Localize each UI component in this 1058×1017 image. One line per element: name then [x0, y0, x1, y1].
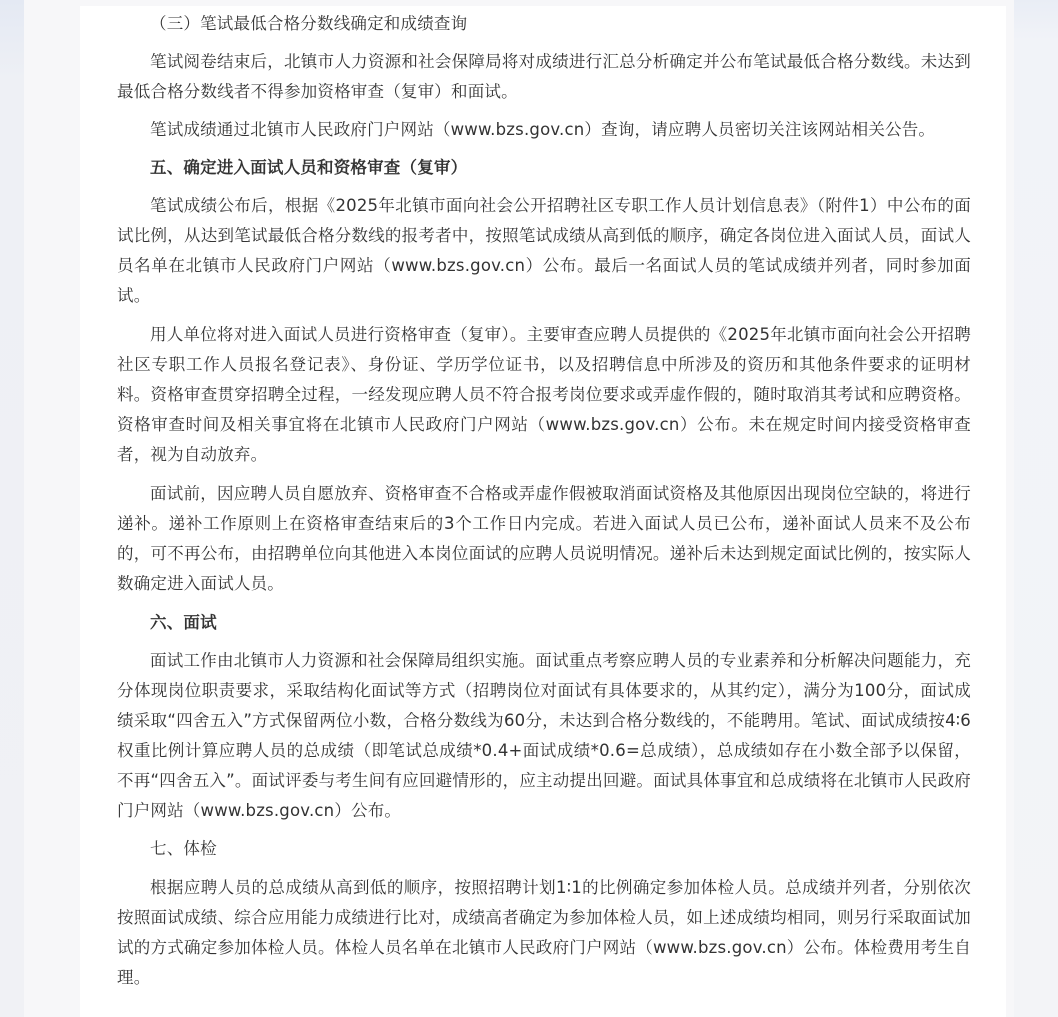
paragraph-vacancy-fill: 面试前，因应聘人员自愿放弃、资格审查不合格或弄虚作假被取消面试资格及其他原因出现岗位空缺的，将进行递补。递补工作原则上在资格审查结束后的3个工作日内完成。若进入面试人员已公布，递补面试人员来不及公布的，可不再公布，由招聘单位向其他进入本岗位面试的应聘人员说明情况。递补后未达到规定面试比例的，按实际人数确定进入面试人员。 — [117, 484, 971, 593]
paragraph-qualification-review: 用人单位将对进入面试人员进行资格审查（复审）。主要审查应聘人员提供的《2025年北镇市面向社会公开招聘社区专职工作人员报名登记表》、身份证、学历学位证书，以及招聘信息中所涉及的资历和其他条件要求的证明材料。资格审查贯穿招聘全过程，一经发现应聘人员不符合报考岗位要求或弄虚作假的，随时取消其考试和应聘资格。资格审查时间及相关事宜将在北镇市人民政府门户网站（www.bzs.gov.cn）公布。未在规定时间内接受资格审查者，视为自动放弃。 — [117, 325, 971, 464]
article-page — [24, 0, 1014, 1017]
paragraph-score-line: 笔试阅卷结束后，北镇市人力资源和社会保障局将对成绩进行汇总分析确定并公布笔试最低合格分数线。未达到最低合格分数线者不得参加资格审查（复审）和面试。 — [117, 52, 971, 101]
paragraph-score-query: 笔试成绩通过北镇市人民政府门户网站（www.bzs.gov.cn）查询，请应聘人员密切关注该网站相关公告。 — [150, 120, 936, 139]
article-paper[interactable] — [80, 6, 1006, 1017]
article-content — [117, 6, 971, 993]
section-heading-interview-candidates: 五、确定进入面试人员和资格审查（复审） — [150, 158, 468, 177]
page-background-left — [0, 0, 24, 1017]
paragraph-interview-details: 面试工作由北镇市人力资源和社会保障局组织实施。面试重点考察应聘人员的专业素养和分析解决问题能力，充分体现岗位职责要求，采取结构化面试等方式（招聘岗位对面试有具体要求的，从其约定），满分为100分，面试成绩采取“四舍五入”方式保留两位小数，合格分数线为60分，未达到合格分数线的，不能聘用。笔试、面试成绩按4∶6权重比例计算应聘人员的总成绩（即笔试总成绩*0.4+面试成绩*0.6=总成绩），总成绩如存在小数全部予以保留，不再“四舍五入”。面试评委与考生间有应回避情形的，应主动提出回避。面试具体事宜和总成绩将在北镇市人民政府门户网站（www.bzs.gov.cn）公布。 — [117, 651, 971, 820]
section-heading-written-exam-score: （三）笔试最低合格分数线确定和成绩查询 — [150, 14, 468, 33]
paragraph-medical-exam: 根据应聘人员的总成绩从高到低的顺序，按照招聘计划1∶1的比例确定参加体检人员。总成绩并列者，分别依次按照面试成绩、综合应用能力成绩进行比对，成绩高者确定为参加体检人员，如上述成绩均相同，则另行采取面试加试的方式确定参加体检人员。体检人员名单在北镇市人民政府门户网站（www.bzs.gov.cn）公布。体检费用考生自理。 — [117, 878, 971, 987]
paragraph-interview-ratio: 笔试成绩公布后，根据《2025年北镇市面向社会公开招聘社区专职工作人员计划信息表》（附件1）中公布的面试比例，从达到笔试最低合格分数线的报考者中，按照笔试成绩从高到低的顺序，确定各岗位进入面试人员，面试人员名单在北镇市人民政府门户网站（www.bzs.gov.cn）公布。最后一名面试人员的笔试成绩并列者，同时参加面试。 — [117, 196, 971, 305]
section-heading-medical-exam: 七、体检 — [150, 839, 217, 858]
section-heading-interview: 六、面试 — [150, 613, 217, 632]
